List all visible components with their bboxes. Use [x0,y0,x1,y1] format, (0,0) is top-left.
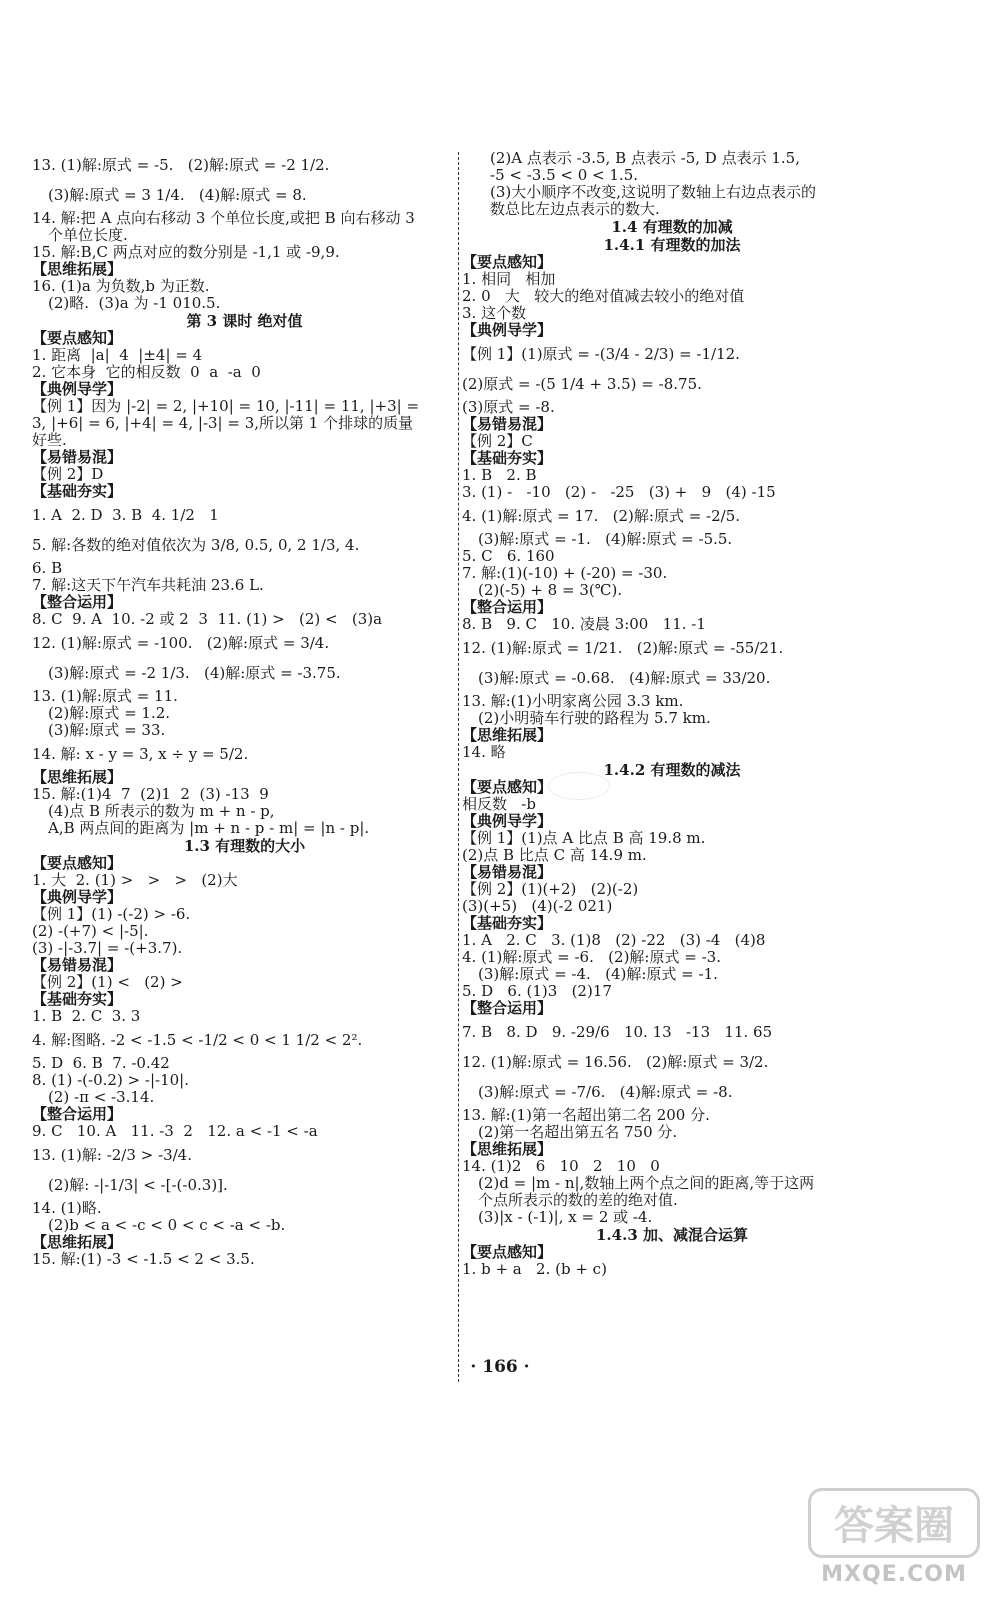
answer-line: 好些. [32,431,67,449]
answer-line: (2)d = |m - n|,数轴上两个点之间的距离,等于这两 [478,1174,815,1192]
answer-line: 8. B 9. C 10. 凌晨 3:00 11. -1 [462,615,706,633]
section-heading: 【典例导学】 [32,888,123,906]
answer-line: 14. (1)略. [32,1199,102,1217]
answer-line: 1. 相同 相加 [462,270,556,288]
section-heading: 【典例导学】 [462,321,553,339]
section-heading: 【整合运用】 [462,999,553,1017]
answer-line: 个单位长度. [48,226,128,244]
answer-line: (2)点 B 比点 C 高 14.9 m. [462,846,647,864]
answer-line: 15. 解:(1)4 7 (2)1 2 (3) -13 9 [32,785,269,803]
answer-line: 数总比左边点表示的数大. [490,200,660,218]
section-heading: 【思维拓展】 [32,260,123,278]
answer-line: 1. b + a 2. (b + c) [462,1260,607,1278]
answer-line: 8. (1) -(-0.2) > -|-10|. [32,1071,189,1089]
answer-line: 【例 2】(1)(+2) (2)(-2) [462,880,639,898]
section-heading: 【典例导学】 [32,380,123,398]
section-heading: 【整合运用】 [32,1105,123,1123]
answer-line: (3)解:原式 = -1. (4)解:原式 = -5.5. [478,530,733,548]
answer-line: 13. (1)解:原式 = -5. (2)解:原式 = -2 1/2. [32,156,330,174]
section-heading: 【基础夯实】 [32,482,123,500]
answer-line: (2) -(+7) < |-5|. [32,922,149,940]
answer-line: 1. A 2. D 3. B 4. 1/2 1 [32,506,219,524]
lesson-title: 第 3 课时 绝对值 [186,312,303,330]
section-heading: 【要点感知】 [462,253,553,271]
answer-line: 7. 解:这天下午汽车共耗油 23.6 L. [32,576,264,594]
answer-line: 1. B 2. B [462,466,537,484]
answer-line: 【例 2】C [462,432,533,450]
answer-line: (2)略. (3)a 为 -1 010.5. [48,294,221,312]
section-heading: 【思维拓展】 [32,768,123,786]
answer-line: 相反数 -b [462,795,536,813]
answer-line: 5. 解:各数的绝对值依次为 3/8, 0.5, 0, 2 1/3, 4. [32,536,360,554]
answer-line: 13. 解:(1)小明家离公园 3.3 km. [462,692,684,710]
watermark-logo-text: 答案圈 [834,1503,954,1549]
section-heading: 【思维拓展】 [462,726,553,744]
section-heading: 【易错易混】 [462,415,553,433]
answer-line: 【例 1】(1) -(-2) > -6. [32,905,191,923]
section-heading: 【典例导学】 [462,812,553,830]
answer-line: 4. (1)解:原式 = 17. (2)解:原式 = -2/5. [462,507,741,525]
lesson-title: 1.4 有理数的加减 [611,218,733,236]
watermark-domain: MXQE.COM [821,1562,967,1587]
section-heading: 【易错易混】 [462,863,553,881]
answer-line: 2. 0 大 较大的绝对值减去较小的绝对值 [462,287,745,305]
answer-line: (3)解:原式 = -2 1/3. (4)解:原式 = -3.75. [48,664,341,682]
lesson-title: 1.4.2 有理数的减法 [603,761,741,779]
answer-line: 15. 解:(1) -3 < -1.5 < 2 < 3.5. [32,1250,255,1268]
answer-line: (3)解:原式 = -0.68. (4)解:原式 = 33/20. [478,669,771,687]
answer-line: 15. 解:B,C 两点对应的数分别是 -1,1 或 -9,9. [32,243,340,261]
left-column [32,150,457,1268]
faint-stamp [548,772,610,800]
answer-line: 14. 解: x - y = 3, x ÷ y = 5/2. [32,745,249,763]
answer-line: 4. 解:图略. -2 < -1.5 < -1/2 < 0 < 1 1/2 < 2². [32,1031,363,1049]
page-number: · 166 · [470,1357,530,1377]
answer-line: 7. 解:(1)(-10) + (-20) = -30. [462,564,668,582]
answer-line: 7. B 8. D 9. -29/6 10. 13 -13 11. 65 [462,1023,773,1041]
section-heading: 【要点感知】 [32,854,123,872]
column-divider [458,152,459,1382]
answer-line: (3)(+5) (4)(-2 021) [462,897,613,915]
answer-line: (3)解:原式 = -7/6. (4)解:原式 = -8. [478,1083,733,1101]
section-heading: 【基础夯实】 [462,914,553,932]
answer-line: (2)(-5) + 8 = 3(℃). [478,581,623,599]
answer-line: 12. (1)解:原式 = 16.56. (2)解:原式 = 3/2. [462,1053,769,1071]
answer-line: (2)原式 = -(5 1/4 + 3.5) = -8.75. [462,375,702,393]
answer-line: 6. B [32,559,63,577]
answer-line: 9. C 10. A 11. -3 2 12. a < -1 < -a [32,1122,318,1140]
answer-line: 13. (1)解:原式 = 11. [32,687,178,705]
lesson-title: 1.4.1 有理数的加法 [603,236,741,254]
answer-line: (2) -π < -3.14. [48,1088,155,1106]
answer-line: (2)解: -|-1/3| < -[-(-0.3)]. [48,1176,228,1194]
answer-line: 1. 大 2. (1) > > > (2)大 [32,871,238,889]
answer-line: 【例 2】(1) < (2) > [32,973,183,991]
answer-line: (2)第一名超出第五名 750 分. [478,1123,678,1141]
answer-line: 4. (1)解:原式 = -6. (2)解:原式 = -3. [462,948,721,966]
answer-line: (3)大小顺序不改变,这说明了数轴上右边点表示的 [490,183,817,201]
answer-line: 3, |+6| = 6, |+4| = 4, |-3| = 3,所以第 1 个排球的质量 [32,414,414,432]
answer-line: 8. C 9. A 10. -2 或 2 3 11. (1) > (2) < (3)a [32,610,383,628]
answer-line: (2)A 点表示 -3.5, B 点表示 -5, D 点表示 1.5, [490,149,800,167]
watermark-logo-icon [808,1488,980,1558]
section-heading: 【基础夯实】 [32,990,123,1008]
section-heading: 【易错易混】 [32,956,123,974]
section-heading: 【要点感知】 [462,1243,553,1261]
section-heading: 【要点感知】 [32,329,123,347]
answer-line: 14. 解:把 A 点向右移动 3 个单位长度,或把 B 向右移动 3 [32,209,415,227]
answer-line: 5. D 6. (1)3 (2)17 [462,982,612,1000]
answer-line: 【例 1】(1)原式 = -(3/4 - 2/3) = -1/12. [462,345,740,363]
answer-line: 个点所表示的数的差的绝对值. [478,1191,678,1209]
answer-line: 13. (1)解: -2/3 > -3/4. [32,1146,192,1164]
answer-line: (4)点 B 所表示的数为 m + n - p, [48,802,275,820]
section-heading: 【要点感知】 [462,778,553,796]
answer-line: (3)解:原式 = 3 1/4. (4)解:原式 = 8. [48,186,307,204]
answer-line: (2)小明骑车行驶的路程为 5.7 km. [478,709,711,727]
section-heading: 【思维拓展】 [32,1233,123,1251]
section-heading: 【易错易混】 [32,448,123,466]
answer-line: (3)解:原式 = -4. (4)解:原式 = -1. [478,965,718,983]
answer-line: 【例 1】(1)点 A 比点 B 高 19.8 m. [462,829,706,847]
answer-line: 12. (1)解:原式 = 1/21. (2)解:原式 = -55/21. [462,639,784,657]
answer-line: (3)解:原式 = 33. [48,721,166,739]
answer-line: A,B 两点间的距离为 |m + n - p - m| = |n - p|. [48,819,370,837]
answer-line: 14. 略 [462,743,506,761]
section-heading: 【思维拓展】 [462,1140,553,1158]
site-watermark [808,1488,980,1592]
lesson-title: 1.3 有理数的大小 [183,837,306,855]
answer-line: 【例 2】D [32,465,104,483]
answer-line: 【例 1】因为 |-2| = 2, |+10| = 10, |-11| = 11, |+3| = [32,397,420,415]
answer-line: 1. 距离 |a| 4 |±4| = 4 [32,346,203,364]
answer-line: 14. (1)2 6 10 2 10 0 [462,1157,660,1175]
answer-line: (3) -|-3.7| = -(+3.7). [32,939,183,957]
answer-line: (3)|x - (-1)|, x = 2 或 -4. [478,1208,653,1226]
section-heading: 【整合运用】 [32,593,123,611]
lesson-title: 1.4.3 加、减混合运算 [596,1226,748,1244]
answer-line: 3. (1) - -10 (2) - -25 (3) + 9 (4) -15 [462,483,776,501]
answer-line: 2. 它本身 它的相反数 0 a -a 0 [32,363,261,381]
watermark-logo-graphic [811,1491,977,1555]
answer-line: 1. B 2. C 3. 3 [32,1007,141,1025]
section-heading: 【整合运用】 [462,598,553,616]
answer-line: (2)b < a < -c < 0 < c < -a < -b. [48,1216,286,1234]
answer-line: 16. (1)a 为负数,b 为正数. [32,277,210,295]
answer-line: 3. 这个数 [462,304,527,322]
answer-line: 1. A 2. C 3. (1)8 (2) -22 (3) -4 (4)8 [462,931,766,949]
section-heading: 【基础夯实】 [462,449,553,467]
answer-line: (3)原式 = -8. [462,398,555,416]
answer-line: 13. 解:(1)第一名超出第二名 200 分. [462,1106,710,1124]
answer-line: 5. C 6. 160 [462,547,555,565]
answer-line: -5 < -3.5 < 0 < 1.5. [490,166,639,184]
right-column [462,150,882,1278]
answer-line: (2)解:原式 = 1.2. [48,704,171,722]
answer-line: 5. D 6. B 7. -0.42 [32,1054,170,1072]
answer-line: 12. (1)解:原式 = -100. (2)解:原式 = 3/4. [32,634,330,652]
